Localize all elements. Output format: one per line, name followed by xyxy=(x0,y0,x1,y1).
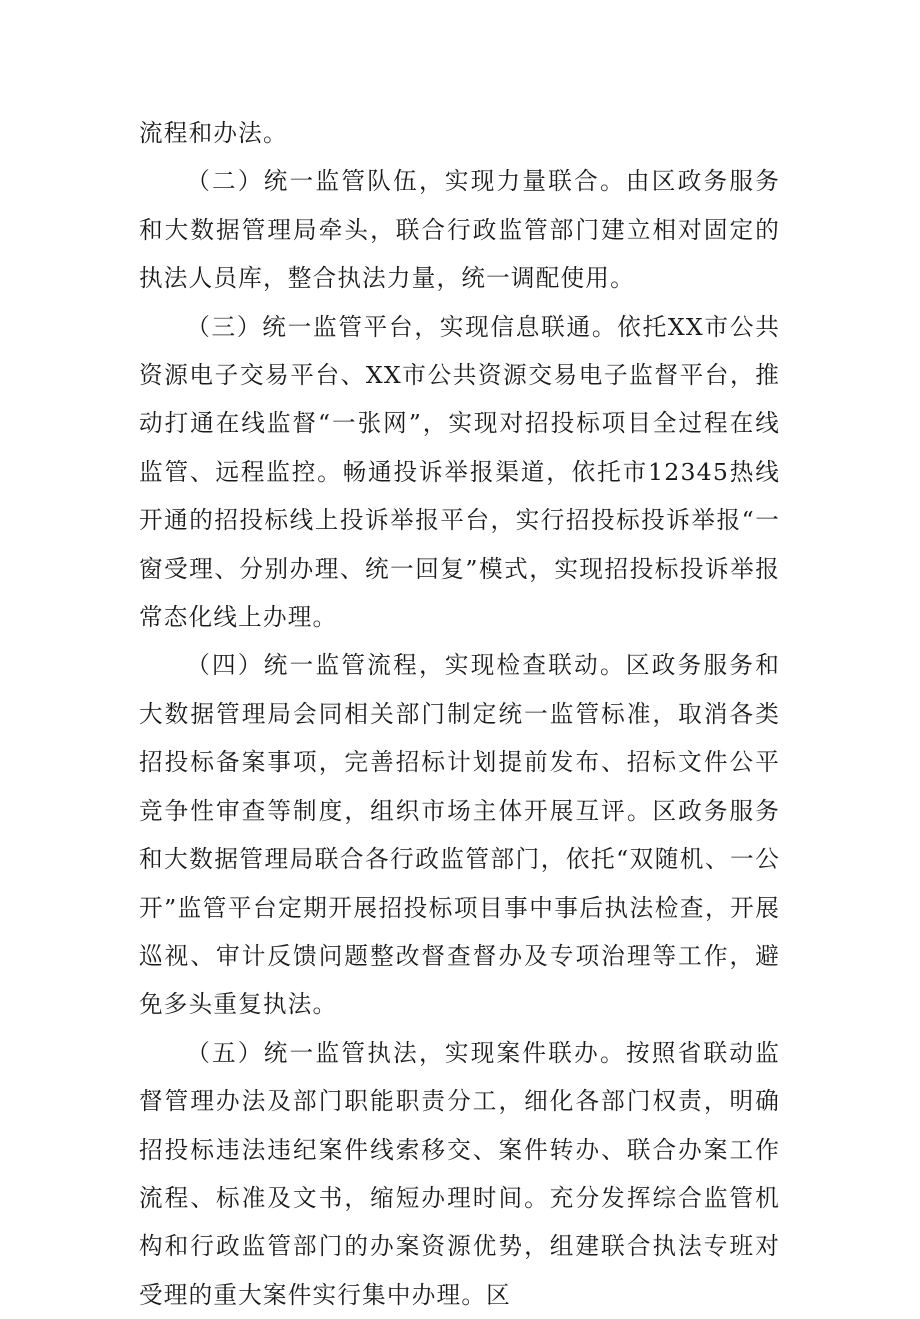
paragraph-continuation: 流程和办法。 xyxy=(139,119,288,147)
paragraph-unified-enforcement: （五）统一监管执法，实现案件联办。按照省联动监督管理办法及部门职能职责分工，细化各部门权责，明确招投标违法违纪案件线索移交、案件转办、联合办案工作流程、标准及文书，缩短办理时间。充分发挥综合监管机构和行政监管部门的办案资源优势，组建联合执法专班对受理的重大案件实行集中办理。区 xyxy=(139,1038,780,1309)
document-body xyxy=(139,109,780,1319)
paragraph-unified-platform: （三）统一监管平台，实现信息联通。依托XX市公共资源电子交易平台、XX市公共资源交易电子监督平台，推动打通在线监督“一张网”，实现对招投标项目全过程在线监管、远程监控。畅通投诉举报渠道，依托市12345热线开通的招投标线上投诉举报平台，实行招投标投诉举报“一窗受理、分别办理、统一回复”模式，实现招投标投诉举报常态化线上办理。 xyxy=(139,312,780,632)
paragraph-unified-process: （四）统一监管流程，实现检查联动。区政务服务和大数据管理局会同相关部门制定统一监管标准，取消各类招投标备案事项，完善招标计划提前发布、招标文件公平竞争性审查等制度，组织市场主体开展互评。区政务服务和大数据管理局联合各行政监管部门，依托“双随机、一公开”监管平台定期开展招投标项目事中事后执法检查，开展巡视、审计反馈问题整改督查督办及专项治理等工作，避免多头重复执法。 xyxy=(139,651,780,1019)
paragraph-unified-team: （二）统一监管队伍，实现力量联合。由区政务服务和大数据管理局牵头，联合行政监管部门建立相对固定的执法人员库，整合执法力量，统一调配使用。 xyxy=(139,167,780,293)
